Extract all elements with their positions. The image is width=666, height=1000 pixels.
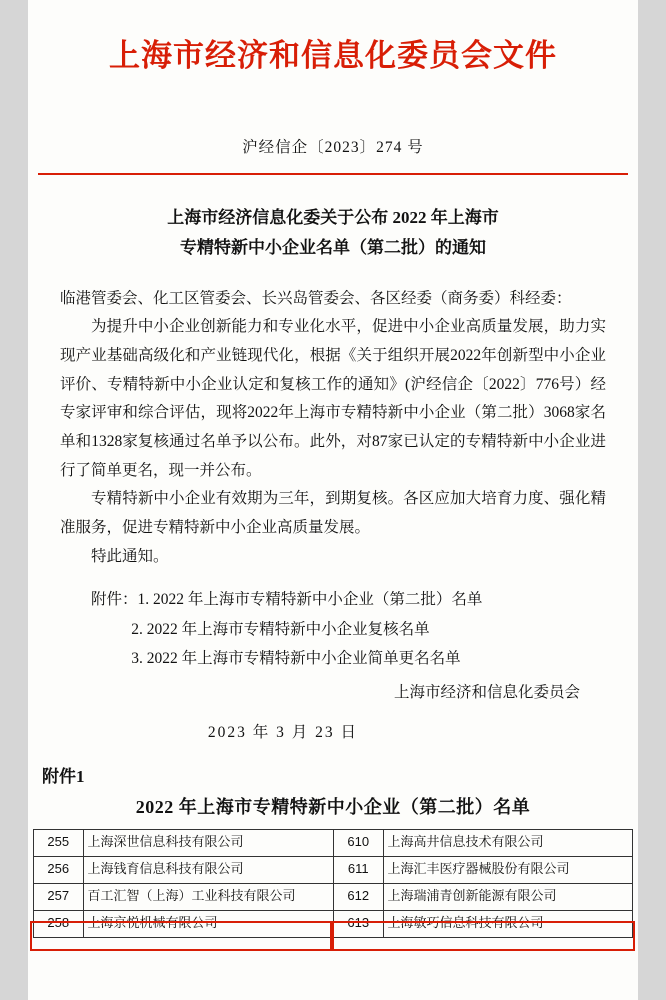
- recipients-line: 临港管委会、化工区管委会、长兴岛管委会、各区经委（商务委）科经委：: [60, 289, 572, 307]
- document-body: [60, 285, 606, 572]
- attachment-row-3: [60, 644, 606, 673]
- appendix-title: 2022 年上海市专精特新中小企业（第二批）名单: [135, 796, 531, 817]
- row-number-left: 255: [34, 829, 84, 856]
- attachment-list: [60, 585, 606, 673]
- document-sheet: [28, 0, 638, 1000]
- row-number-right: 611: [333, 856, 383, 883]
- row-number-left: 258: [34, 910, 84, 937]
- red-divider: [38, 173, 628, 175]
- issuer-signature: 上海市经济和信息化委员会: [393, 683, 580, 701]
- issue-date: 2023 年 3 月 23 日: [207, 723, 359, 741]
- row-name-right: 上海汇丰医疗器械股份有限公司: [383, 856, 633, 883]
- row-number-right: 610: [333, 829, 383, 856]
- body-paragraph-2: 专精特新中小企业有效期为三年，到期复核。各区应加大培育力度、强化精准服务，促进专精特新中小企业高质量发展。: [60, 490, 606, 536]
- row-number-left: 256: [34, 856, 84, 883]
- body-paragraph-1: 为提升中小企业创新能力和专业化水平，促进中小企业高质量发展，助力实现产业基础高级化和产业链现代化，根据《关于组织开展2022年创新型中小企业评价、专精特新中小企业认定和复核工作的通知》(沪经信企〔2022〕776号）经专家评审和综合评估，现将2022年上海市专精特新中小企业（第二批）3068家名单和1328家复核通过名单予以公布。此外，对87家已认定的专精特新中小企业进行了简单更名，现一并公布。: [60, 318, 606, 479]
- enterprise-list-body: [34, 829, 633, 937]
- attachment-item-2: 2. 2022 年上海市专精特新中小企业复核名单: [131, 620, 430, 638]
- subject-line-1: 上海市经济信息化委关于公布 2022 年上海市: [167, 208, 499, 227]
- document-title: 上海市经济和信息化委员会文件: [109, 38, 557, 73]
- table-row: [34, 856, 633, 883]
- row-number-right: 613: [333, 910, 383, 937]
- attachment-item-3: 3. 2022 年上海市专精特新中小企业简单更名名单: [131, 650, 461, 668]
- attachment-item-1: 1. 2022 年上海市专精特新中小企业（第二批）名单: [137, 591, 483, 609]
- row-name-right: 上海瑞浦青创新能源有限公司: [383, 883, 633, 910]
- subject-line-2: 专精特新中小企业名单（第二批）的通知: [180, 237, 486, 257]
- table-row: [34, 829, 633, 856]
- row-name-left: 上海钱育信息科技有限公司: [83, 856, 333, 883]
- document-subject: [68, 203, 598, 263]
- body-paragraph-3: 特此通知。: [91, 547, 169, 565]
- table-row: [34, 910, 633, 937]
- attachment-row-1: [60, 585, 606, 614]
- table-row: [34, 883, 633, 910]
- row-name-right: 上海敏巧信息科技有限公司: [383, 910, 633, 937]
- document-number: 沪经信企〔2023〕274 号: [242, 139, 424, 156]
- attachments-label: 附件：: [91, 591, 138, 609]
- page-edge-right: [638, 0, 666, 1000]
- row-name-left: 上海深世信息科技有限公司: [83, 829, 333, 856]
- attachment-row-2: [60, 615, 606, 644]
- row-number-left: 257: [34, 883, 84, 910]
- row-name-left: 百工汇智（上海）工业科技有限公司: [83, 883, 333, 910]
- enterprise-list-table: [33, 829, 633, 938]
- page-edge-left: [0, 0, 28, 1000]
- row-number-right: 612: [333, 883, 383, 910]
- appendix-label: 附件1: [42, 766, 85, 786]
- row-name-right: 上海高井信息技术有限公司: [383, 829, 633, 856]
- row-name-left: 上海京悦机械有限公司: [83, 910, 333, 937]
